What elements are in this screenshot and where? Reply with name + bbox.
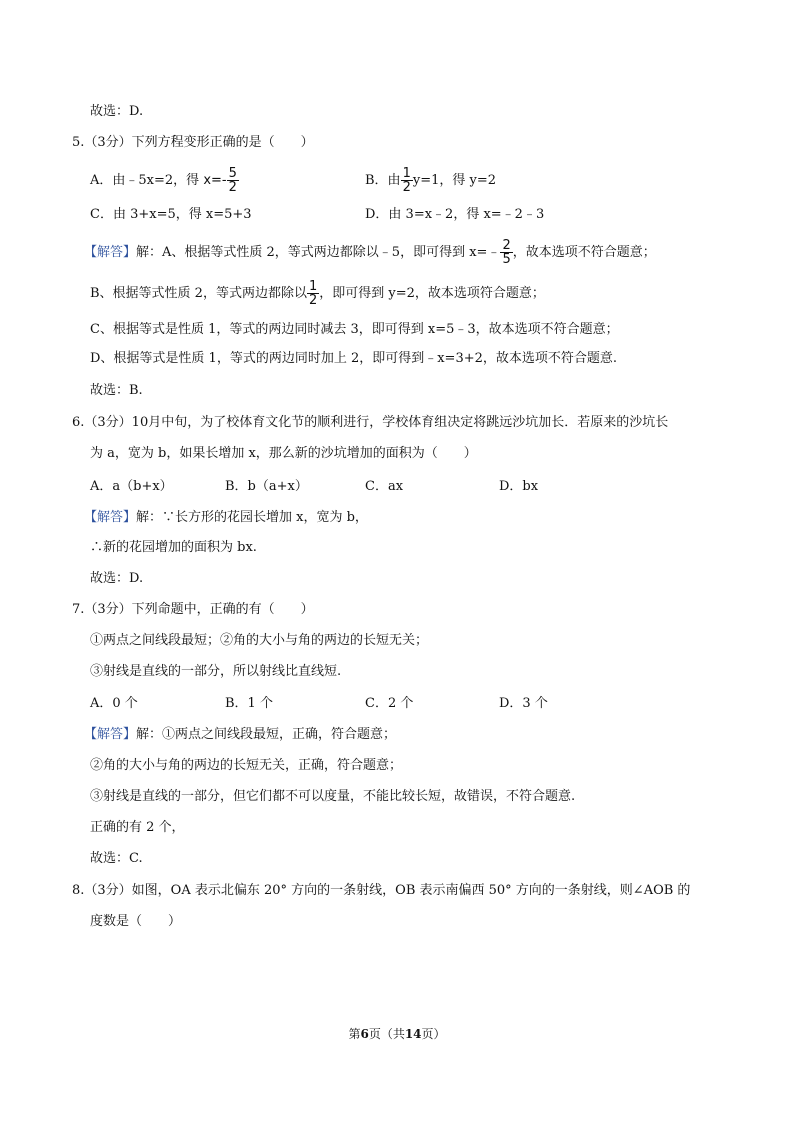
fraction-denominator: 2 <box>308 293 318 308</box>
q5-option-c: C．由 3+x=5，得 x=5+3 <box>90 207 252 222</box>
q7-stem: 7.（3分）下列命题中，正确的有（ ） <box>72 602 314 617</box>
q7-option-b: B．1 个 <box>225 696 273 711</box>
q5-option-d: D．由 3=x﹣2，得 x=﹣2﹣3 <box>365 207 545 222</box>
q7-option-c: C．2 个 <box>365 696 414 711</box>
q8-stem-2: 度数是（ ） <box>90 914 182 929</box>
fraction-denominator: 2 <box>402 180 411 195</box>
fraction-numerator: 5 <box>228 166 237 181</box>
q5-option-b-text: y=1，得 y=2 <box>412 173 496 188</box>
footer-total-pages: 14 <box>404 1027 422 1041</box>
q5-option-b-fraction <box>401 167 413 194</box>
q5-answer: 故选：B. <box>90 383 143 398</box>
q7-solution-line-1 <box>84 725 396 745</box>
q5-sol1-fraction <box>500 239 512 266</box>
q7-solution-line-3: ③射线是直线的一部分，但它们都不可以度量，不能比较长短，故错误，不符合题意. <box>90 789 576 804</box>
q6-option-d: D．bx <box>499 479 539 494</box>
solution-tag: 【解答】 <box>84 245 137 260</box>
q5-sol2-fraction <box>307 280 319 307</box>
solution-tag: 【解答】 <box>84 510 137 525</box>
solution-tag: 【解答】 <box>84 727 137 742</box>
footer-page-number: 6 <box>360 1027 369 1041</box>
q6-solution-line-1 <box>84 508 368 528</box>
page-footer <box>0 1025 794 1042</box>
q7-solution-line-4: 正确的有 2 个， <box>90 820 185 835</box>
q8-stem-1: 8.（3分）如图，OA 表示北偏东 20° 方向的一条射线，OB 表示南偏西 50° 方向的一条射线，则∠AOB 的 <box>72 883 691 898</box>
q6-stem-2: 为 a，宽为 b，如果长增加 x，那么新的沙坑增加的面积为（ ） <box>90 446 477 461</box>
fraction-numerator: 1 <box>308 279 318 294</box>
fraction-denominator: 5 <box>502 252 511 267</box>
q4-answer: 故选：D. <box>90 104 144 119</box>
q7-answer: 故选：C. <box>90 851 143 866</box>
q5-stem: 5.（3分）下列方程变形正确的是（ ） <box>72 135 314 150</box>
q6-option-b: B．b（a+x） <box>225 479 308 494</box>
q5-option-a-fraction <box>227 167 239 194</box>
fraction-numerator: 2 <box>502 238 511 253</box>
q5-sol2-post: ，即可得到 y=2，故本选项符合题意； <box>319 286 545 301</box>
q5-sol2-text: B、根据等式性质 2，等式两边都除以 <box>90 286 307 301</box>
footer-prefix: 第 <box>348 1027 361 1041</box>
q5-option-b <box>365 166 496 196</box>
q5-sol1-post: ，故本选项不符合题意； <box>512 245 656 260</box>
q6-sol1-text: 解：∵长方形的花园长增加 x，宽为 b， <box>136 510 368 525</box>
q7-sol1-text: 解：①两点之间线段最短，正确，符合题意； <box>136 727 397 742</box>
q6-option-c: C．ax <box>365 479 404 494</box>
q7-statement-1: ①两点之间线段最短；②角的大小与角的两边的长短无关； <box>90 633 429 648</box>
footer-middle: 页（共 <box>368 1027 405 1041</box>
q5-option-a <box>90 166 239 196</box>
fraction-denominator: 2 <box>228 180 237 195</box>
q7-solution-line-2: ②角的大小与角的两边的长短无关，正确，符合题意； <box>90 758 403 773</box>
q6-option-a: A．a（b+x） <box>90 479 173 494</box>
q5-option-a-x: x=- <box>203 173 227 188</box>
fraction-numerator: 1 <box>402 166 411 181</box>
q5-sol1-text: 解：A、根据等式性质 2，等式两边都除以﹣5，即可得到 x=﹣ <box>136 245 501 260</box>
q5-solution-line-2 <box>90 277 545 311</box>
q6-stem-1: 6.（3分）10月中旬，为了校体育文化节的顺利进行，学校体育组决定将跳远沙坑加长．若原来的沙坑长 <box>72 415 669 430</box>
q7-option-a: A．0 个 <box>90 696 138 711</box>
q5-option-b-prefix: B．由 <box>365 173 401 188</box>
footer-suffix: 页） <box>421 1027 446 1041</box>
q5-solution-line-3: C、根据等式是性质 1，等式的两边同时减去 3，即可得到 x=5﹣3，故本选项不符合题意； <box>90 322 619 337</box>
q5-solution-line-4: D、根据等式是性质 1，等式的两边同时加上 2，即可得到﹣x=3+2，故本选项不符合题意. <box>90 351 618 366</box>
q5-solution-line-1 <box>84 236 656 270</box>
q6-solution-line-2: ∴新的花园增加的面积为 bx. <box>90 540 257 555</box>
q6-answer: 故选：D. <box>90 571 144 586</box>
q7-option-d: D．3 个 <box>499 696 548 711</box>
q5-option-a-text: x=2，得 <box>146 173 204 188</box>
q5-option-a-prefix: A．由﹣5 <box>90 173 147 188</box>
q7-statement-2: ③射线是直线的一部分，所以射线比直线短. <box>90 664 342 679</box>
